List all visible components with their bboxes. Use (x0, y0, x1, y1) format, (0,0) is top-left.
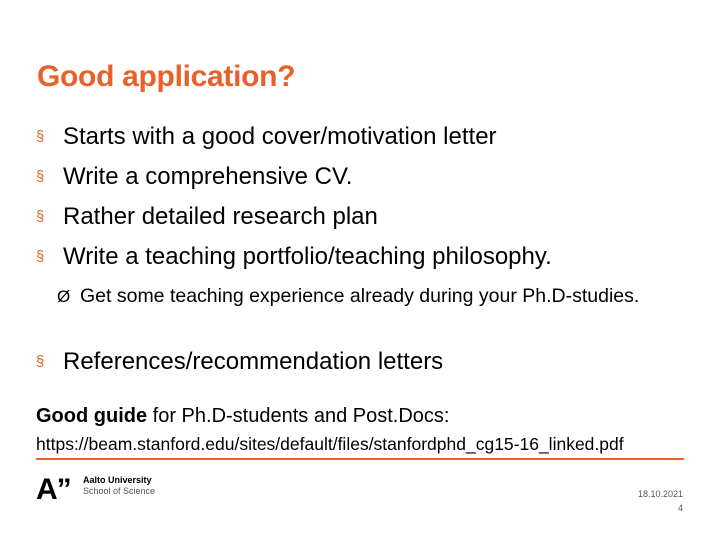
bullet-marker-icon: § (36, 168, 45, 185)
arrow-marker-icon: Ø (57, 287, 71, 306)
references-text: References/recommendation letters (63, 348, 444, 375)
bullet-text: Write a comprehensive CV. (63, 163, 353, 190)
slide-date: 18.10.2021 (637, 489, 683, 499)
list-item (36, 200, 696, 240)
guide-bold-label: Good guide (36, 405, 148, 427)
bullet-text: Rather detailed research plan (63, 203, 378, 230)
university-name: Aalto University (83, 475, 152, 485)
list-item (36, 240, 696, 280)
school-name: School of Science (83, 486, 156, 496)
link-underline (36, 458, 684, 460)
page-number: 4 (677, 503, 683, 513)
logo-text (83, 475, 155, 497)
bullet-marker-icon: § (36, 248, 45, 265)
bullet-text: Write a teaching portfolio/teaching philosophy. (63, 243, 552, 270)
bullet-marker-icon: § (36, 208, 45, 225)
aalto-logo (36, 473, 176, 509)
guide-description: for Ph.D-students and Post.Docs: (147, 405, 450, 427)
slide-title: Good application? (37, 60, 296, 93)
sub-bullet-text: Get some teaching experience already during your Ph.D-studies. (80, 285, 640, 307)
bullet-marker-icon: § (36, 353, 45, 370)
guide-link[interactable]: https://beam.stanford.edu/sites/default/files/stanfordphd_cg15-16_linked.pdf (36, 434, 624, 454)
bullet-marker-icon: § (36, 128, 45, 145)
guide-line (36, 405, 449, 428)
bullet-text: Starts with a good cover/motivation letter (63, 123, 497, 150)
aalto-logo-mark-icon: A” (36, 473, 71, 506)
list-item (36, 120, 696, 160)
bullet-list (36, 120, 696, 280)
list-item (36, 160, 696, 200)
